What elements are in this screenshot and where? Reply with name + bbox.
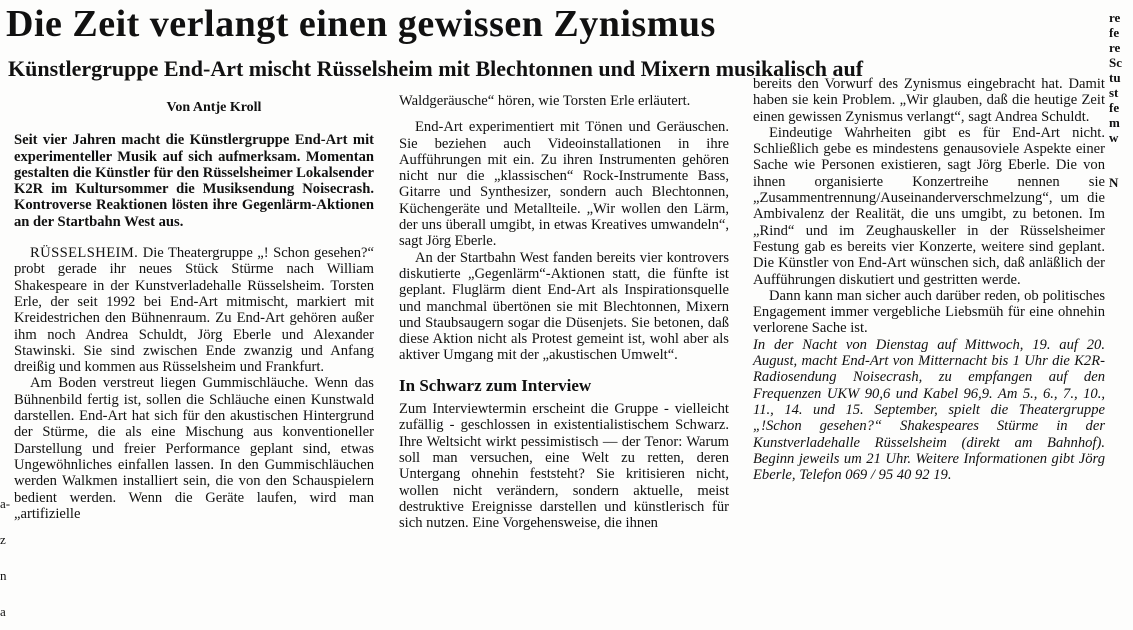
- fragment-line: re: [1109, 10, 1121, 25]
- subheadline: Künstlergruppe End-Art mischt Rüsselsheim mit Blechtonnen und Mixern musikalisch auf: [8, 56, 864, 81]
- fragment-line: a-: [0, 496, 11, 511]
- paragraph: Am Boden verstreut liegen Gummischläuche. Wenn das Bühnenbild fertig ist, sollen die Schläuche einen Kunstwald darstellen. End-Art hat sich für den akustischen Hintergrund der Stürme, die als eine Mischung aus konventioneller Darstellung und freier Performance geplant sind, etwas Ungewöhnliches einfallen lassen. In den Gummischläuchen werden Walkmen installiert sein, die von den Schauspielern bedient werden. Wenn die Geräte laufen, wird man „artifizielle: [14, 375, 374, 522]
- fragment-line: [1109, 145, 1133, 160]
- paragraph: bereits den Vorwurf des Zynismus eingebracht hat. Damit haben sie kein Problem. „Wir glauben, daß die heutige Zeit einen gewissen Zynismus verlangt“, sagt Andrea Schuldt.: [753, 76, 1105, 125]
- paragraph-text: Die Theatergruppe „! Schon gesehen?“ probt gerade ihr neues Stück Stürme nach William Shakespeare in der Kunstverladehalle Rüsselsheim. Torsten Erle, der seit 1992 bei End-Art mitmischt, markiert mit Kreidestrichen den Bühnenraum. Zu End-Art gehören außer ihm noch Andrea Schuldt, Jörg Eberle und Alexander Stawinski. Sie sind zwischen Ende zwanzig und Anfang dreißig und kommen aus Rüsselsheim und Frankfurt.: [14, 245, 374, 376]
- dateline: RÜSSELSHEIM.: [30, 245, 139, 262]
- adjacent-article-fragment: [1109, 10, 1133, 190]
- paragraph: An der Startbahn West fanden bereits vier kontrovers diskutierte „Gegenlärm“-Aktionen statt, die fünfte ist geplant. Fluglärm dient End-Art als Inspirationsquelle und manchmal übertönen sie mit Blechtonnen, Mixern und Staubsaugern sogar die Düsenjets. Sie betonen, daß diese Aktion nicht als Protest gemeint ist, wohl aber als aktiver Umgang mit der „akustischen Umwelt“.: [399, 249, 729, 364]
- fragment-line: z: [0, 532, 6, 547]
- fragment-line: N: [1109, 175, 1119, 190]
- fragment-line: Sc: [1109, 55, 1122, 70]
- fragment-line: tu: [1109, 70, 1121, 85]
- fragment-line: w: [1109, 130, 1119, 145]
- fragment-line: n: [0, 568, 7, 583]
- lead-paragraph: Seit vier Jahren macht die Künstlergruppe End-Art mit experimenteller Musik auf sich aufmerksam. Momentan gestalten die Künstler für den Rüsselsheimer Lokalsender K2R im Kultursommer die Musiksendung Noisecrash. Kontroverse Reaktionen lösten ihre Gegenlärm-Aktionen an der Startbahn West aus.: [14, 132, 374, 230]
- intertitle: In Schwarz zum Interview: [399, 375, 592, 395]
- fragment-line: [1109, 160, 1133, 175]
- headline: Die Zeit verlangt einen gewissen Zynismus: [6, 3, 716, 45]
- article-column-1: [14, 100, 374, 522]
- event-info: In der Nacht von Dienstag auf Mittwoch, 19. auf 20. August, macht End-Art von Mitternacht bis 1 Uhr die K2R-Radiosendung Noisecrash, zu empfangen auf den Frequenzen UKW 90,6 und Kabel 96,9. Am 5., 6., 7., 10., 11., 14. und 15. September, spielt die Theatergruppe „!Schon gesehen?“ Shakespeares Stürme in der Kunstverladehalle Rüsselsheim (direkt am Bahnhof). Beginn jeweils um 21 Uhr. Weitere Informationen gibt Jörg Eberle, Telefon 069 / 95 40 92 19.: [753, 336, 1105, 484]
- adjacent-article-fragment-left: [0, 486, 12, 630]
- byline: Von Antje Kroll: [166, 100, 262, 115]
- paragraph: End-Art experimentiert mit Tönen und Geräuschen. Sie beziehen auch Videoinstallationen in ihre Aufführungen mit ein. Zu ihren Instrumenten gehören nicht nur die „klassischen“ Rock-Instrumente Bass, Gitarre und Synthesizer, sondern auch Blechtonnen, Küchengeräte und Metallteile. „Wir wollen den Lärm, der uns überall umgibt, in etwas Kreatives umwandeln“, sagt Jörg Eberle.: [399, 119, 729, 250]
- fragment-line: fe: [1109, 100, 1120, 115]
- article-column-3: [753, 76, 1105, 483]
- article-column-2: [399, 93, 729, 531]
- fragment-line: st: [1109, 85, 1119, 100]
- paragraph: Dann kann man sicher auch darüber reden, ob politisches Engagement immer vergebliche Liebsmüh für eine ohnehin verlorene Sache ist.: [753, 287, 1105, 337]
- paragraph: Zum Interviewtermin erscheint die Gruppe - vielleicht zufällig - geschlossen in existentialistischem Schwarz. Ihre Weltsicht wirkt pessimistisch — der Tenor: Warum soll man versuchen, eine Welt zu retten, deren Untergang ohnehin feststeht? Sie kritisieren nicht, wollen nicht verändern, sondern aktuelle, meist destruktive Ereignisse darstellen und künstlerisch für sich nutzen. Eine Vorgehensweise, die ihnen: [399, 401, 729, 532]
- paragraph: Eindeutige Wahrheiten gibt es für End-Art nicht. Schließlich gebe es mindestens genausoviele Aspekte einer Sache wie Personen existieren, sagt Jörg Eberle. Die von ihnen organisierte Konzertreihe nennen sie „Zusammentrennung/Auseinanderverschmelzung“, um die Ambivalenz der Realität, die uns umgibt, zu betonen. Im „Rind“ und im Zeughauskeller in der Rüsselsheimer Festung gab es bereits vier Konzerte, weitere sind geplant. Die Künstler von End-Art wünschen sich, daß anläßlich der Aufführungen diskutiert und gestritten werde.: [753, 124, 1105, 288]
- paragraph: Waldgeräusche“ hören, wie Torsten Erle erläutert.: [399, 93, 691, 109]
- fragment-line: re: [1109, 40, 1121, 55]
- fragment-line: a: [0, 604, 6, 619]
- fragment-line: fe: [1109, 25, 1120, 40]
- paragraph: [14, 245, 374, 375]
- fragment-line: m: [1109, 115, 1120, 130]
